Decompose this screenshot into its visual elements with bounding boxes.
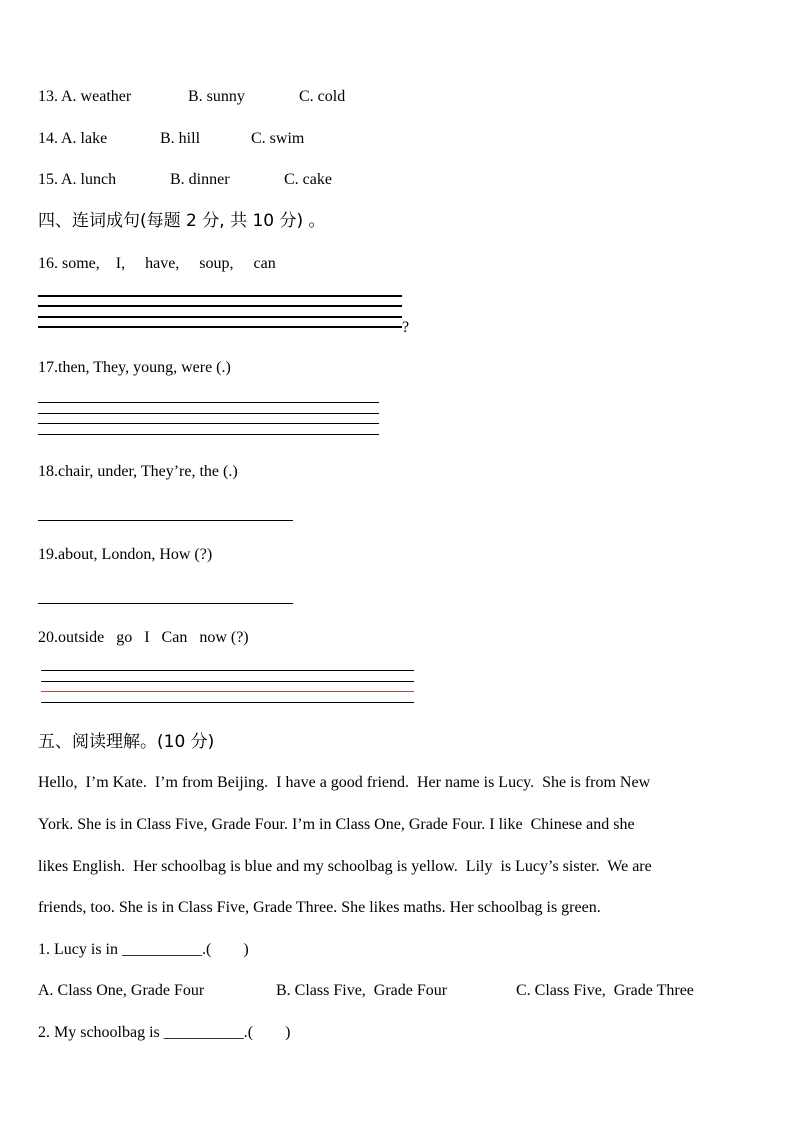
q13-option-b: B. sunny [188,88,245,105]
q19-words: 19.about, London, How (?) [38,546,213,563]
q13-number: 13. [38,88,58,105]
answer-line [38,402,379,403]
q17-words: 17.then, They, young, were (.) [38,359,231,376]
answer-line [41,691,414,692]
reading-q1: 1. Lucy is in __________.( ) [38,941,249,958]
section-4-heading: 四、连词成句(每题 2 分, 共 10 分) 。 [38,211,326,231]
q14-option-c: C. swim [251,130,305,147]
answer-line [38,305,402,307]
reading-q1-option-a: A. Class One, Grade Four [38,982,205,999]
answer-line [38,520,293,521]
answer-line [38,413,379,414]
q15-option-c: C. cake [284,171,332,188]
q14-option-a: A. lake [61,130,108,147]
q20-words: 20.outside go I Can now (?) [38,629,249,646]
reading-q1-option-c: C. Class Five, Grade Three [516,982,694,999]
answer-line [38,326,402,328]
answer-line [38,295,402,297]
q14-option-b: B. hill [160,130,201,147]
q16-question-mark: ? [402,319,410,336]
answer-line [38,603,293,604]
q15-option-b: B. dinner [170,171,230,188]
q13-option-a: A. weather [61,88,132,105]
answer-line [38,316,402,318]
q15-option-a: A. lunch [61,171,117,188]
passage-line-2: York. She is in Class Five, Grade Four. I’m in Class One, Grade Four. I like Chinese and she [38,816,635,833]
answer-line [41,681,414,682]
reading-q2: 2. My schoolbag is __________.( ) [38,1024,291,1041]
section-5-heading: 五、阅读理解。(10 分) [38,732,215,752]
answer-line [41,670,414,671]
passage-line-4: friends, too. She is in Class Five, Grade Three. She likes maths. Her schoolbag is green. [38,899,601,916]
answer-line [38,434,379,435]
q13-option-c: C. cold [299,88,346,105]
answer-line [41,702,414,703]
q15-number: 15. [38,171,58,188]
q14-number: 14. [38,130,58,147]
reading-q1-option-b: B. Class Five, Grade Four [276,982,448,999]
answer-line [38,423,379,424]
passage-line-3: likes English. Her schoolbag is blue and my schoolbag is yellow. Lily is Lucy’s sister. We are [38,858,652,875]
q18-words: 18.chair, under, They’re, the (.) [38,463,238,480]
q16-words: 16. some, I, have, soup, can [38,255,276,272]
passage-line-1: Hello, I’m Kate. I’m from Beijing. I have a good friend. Her name is Lucy. She is from New [38,774,651,791]
